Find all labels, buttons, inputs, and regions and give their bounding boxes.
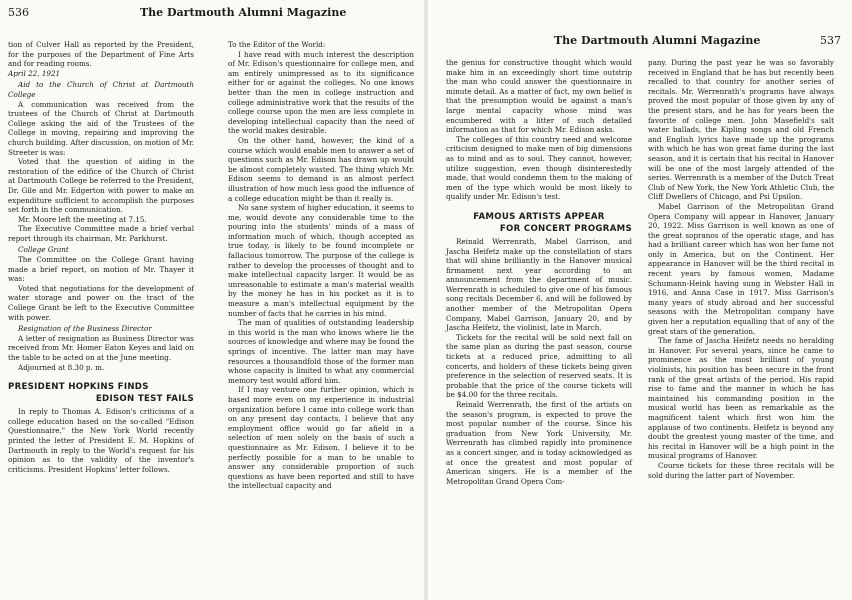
paragraph: the genius for constructive thought which would make him in an exceedingly short time outstrip the man who could answer the questionnaire in minute detail. As a matter of fact, my own belief is that the presumption would be against a man's large mental capacity whose mind was encumbered with a litter of such detailed information as that for which Mr. Edison asks. bbox=[446, 58, 632, 135]
paragraph: Mabel Garrison of the Metropolitan Grand Opera Company will appear in Hanover, January 20, 1922. Miss Garrison is well known as one of the great sopranos of the operatic stage, and has had a brilliant career which has won her fame not only in America, but on the Continent. Her appearance in Hanover will be the third recital in recent years by famous women, Madame Schumann-Heink having sung in Webster Hall in 1916, and Anna Case in 1917. Miss Garrison's many years of study abroad and her successful seasons with the Metropolitan company have given her a reputation equalling that of any of the great stars of the generation. bbox=[648, 201, 834, 336]
subheading: College Grant bbox=[18, 245, 69, 255]
paragraph: A communication was received from the trustees of the Church of Christ at Dartmouth College asking the aid of the Trustees of the College in moving, repairing and improving the church building. After discussion, on motion of Mr. Streeter is was: bbox=[8, 99, 194, 157]
left-column-2 bbox=[228, 40, 414, 491]
paragraph: The fame of Jascha Heifetz needs no heralding in Hanover. For several years, since he came to prominence as the most brilliant of young violinists, his position has been secure in the front rank of the great artists of the period. His rapid rise to fame and the manner in which he has maintained his commanding position in the musical world has been as remarkable as the magnificent talent which first won him the applause of two continents. Heifetz is beyond any doubt the greatest young master of the time, and his recital in Hanover will be a high point in the musical programs of Hanover. bbox=[648, 336, 834, 461]
paragraph: If I may venture one further opinion, which is based more even on my experience in industrial organization before I came into college work than on any present day contacts, I believe that any employment office would go far afield in a selection of men solely on the basis of such a questionnaire as Mr. Edison. I believe it to be perfectly possible for a man to be unable to answer any considerable proportion of such questions as have been reported and still to have the intellectual capacity and bbox=[228, 385, 414, 491]
paragraph: pany. During the past year he was so favorably received in England that he has but recently been recalled to that country for another series of recitals. Mr. Werrenrath's programs have always proved the most popular of those given by any of the present stars, and he has for years been the favorite of college men. John Masefield's salt water ballads, the Kipling songs and old French and English lyrics have made up the programs with which he has won great fame during the last season, and it is certain that his recital in Hanover will be one of the most largely attended of the series. Werrenrath is a member of the Dutch Treat Club of New York, the New York Athletic Club, the Cliff Dwellers of Chicago, and Psi Upsilon. bbox=[648, 58, 834, 202]
right-column-2 bbox=[648, 58, 834, 480]
page-number: 536 bbox=[8, 6, 29, 19]
date-line: April 22, 1921 bbox=[8, 68, 61, 78]
paragraph: Reinald Werrenrath, Mabel Garrison, and Jascha Heifetz make up the constellation of stars that will shine brilliantly in the Hanover musical firmament next year according to an announcement from the department of music. Werrenrath is scheduled to give one of his famous song recitals December 6, and will be followed by another member of the Metropolitan Opera Company, Mabel Garrison, January 20, and by Jascha Heifetz, the violinist, late in March. bbox=[446, 236, 632, 333]
right-page bbox=[428, 0, 852, 600]
paragraph: Mr. Moore left the meeting at 7.15. bbox=[18, 214, 147, 224]
page-number: 537 bbox=[820, 34, 841, 47]
left-page-header bbox=[8, 6, 29, 19]
article-headline: FOR CONCERT PROGRAMS bbox=[499, 223, 632, 234]
paragraph: I have read with much interest the description of Mr. Edison's questionnaire for college men, and am entirely unimpressed as to its significance either for or against the colleges. No one knows better than the men in college instruction and college administrative work that the results of the college course upon the men are less complete in developing intellectual capacity than the need of the world makes desirable. bbox=[228, 49, 414, 136]
running-title: The Dartmouth Alumni Magazine bbox=[140, 6, 347, 19]
article-headline: EDISON TEST FAILS bbox=[95, 394, 194, 405]
paragraph: Tickets for the recital will be sold next fall on the same plan as during the past season, course tickets at a reduced price, admitting to all concerts, and holders of these tickets being given preference in the selection of reserved seats. It is probable that the price of the course tickets will be $4.00 for the three recitals. bbox=[446, 332, 632, 400]
paragraph: On the other hand, however, the kind of a course which would enable men to answer a set of questions such as Mr. Edison has drawn up would be almost completely wasted. The thing which Mr. Edison seems to demand is an almost perfect illustration of how much less good the influence of a college education might be than it really is. bbox=[228, 135, 414, 203]
paragraph: Voted that the question of aiding in the restoration of the edifice of the Church of Christ at Dartmouth College be referred to the President, Dr. Gile and Mr. Edgerton with power to make an expenditure sufficient to accomplish the purposes set forth in the communication. bbox=[8, 157, 194, 215]
left-page bbox=[0, 0, 424, 600]
subheading: Aid to the Church of Christ at Dartmouth College bbox=[8, 80, 194, 99]
subheading: Resignation of the Business Director bbox=[18, 324, 152, 334]
paragraph: A letter of resignation as Business Director was received from Mr. Homer Eaton Keyes and laid on the table to be acted on at the June meeting. bbox=[8, 333, 194, 362]
paragraph: The Committee on the College Grant having made a brief report, on motion of Mr. Thayer it was: bbox=[8, 255, 194, 284]
salutation: To the Editor of the World: bbox=[228, 40, 326, 49]
paragraph: Voted that negotiations for the development of water storage and power on the tract of the College Grant be left to the Executive Committee with power. bbox=[8, 283, 194, 322]
right-column-1 bbox=[446, 58, 632, 486]
left-column-1 bbox=[8, 40, 194, 474]
paragraph: The Executive Committee made a brief verbal report through its chairman, Mr. Parkhurst. bbox=[8, 224, 194, 243]
paragraph: No sane system of higher education, it seems to me, would devote any considerable time to the pouring into the students' minds of a mass of information much of which, though accepted as true today, is likely to be found incomplete or fallacious tomorrow. The purpose of the college is rather to develop the processes of thought and to make intellectual capacity larger. It would be as unreasonable to estimate a man's material wealth by the money he has in his pocket as it is to measure a man's intellectual equipment by the number of facts that he carries in his mind. bbox=[228, 203, 414, 318]
running-title: The Dartmouth Alumni Magazine bbox=[554, 34, 761, 47]
right-page-header bbox=[820, 34, 841, 47]
paragraph: The colleges of this country need and welcome criticism designed to make men of big dimensions as to mind and as to soul. They cannot, however, utilize suggestion, even though disinterestedly made, that would condemn them to the making of men of the type which would be most likely to qualify under Mr. Edison's test. bbox=[446, 134, 632, 202]
paragraph: In reply to Thomas A. Edison's criticisms of a college education based on the so-called "Edison Questionnaire," the New York World recently printed the letter of President E. M. Hopkins of Dartmouth in reply to the World's request for his opinion as to the validity of the inventor's criticisms. President Hopkins' letter follows. bbox=[8, 407, 194, 474]
paragraph: The man of qualities of outstanding leadership in this world is the man who knows where lie the sources of knowledge and where may be found the springs of incentive. The latter man may have resources a thousandfold those of the former man whose capacity is limited to what any commercial memory test would afford him. bbox=[228, 318, 414, 385]
paragraph: tion of Culver Hall as reported by the President, for the purposes of the Department of Fine Arts and for reading rooms. bbox=[8, 40, 194, 69]
article-headline: FAMOUS ARTISTS APPEAR bbox=[473, 211, 605, 222]
paragraph: Adjourned at 8.30 p. m. bbox=[18, 362, 105, 372]
paragraph: Course tickets for these three recitals will be sold during the latter part of November. bbox=[648, 460, 834, 480]
article-headline: PRESIDENT HOPKINS FINDS bbox=[8, 382, 149, 393]
paragraph: Reinald Werrenrath, the first of the artists on the season's program, is expected to prove the most popular number of the course. Since his graduation from New York University, Mr. Werrenrath has climbed rapidly into prominence as a concert singer, and is today acknowledged as at once the greatest and most popular of American singers. He is a member of the Metropolitan Grand Opera Com- bbox=[446, 400, 632, 486]
